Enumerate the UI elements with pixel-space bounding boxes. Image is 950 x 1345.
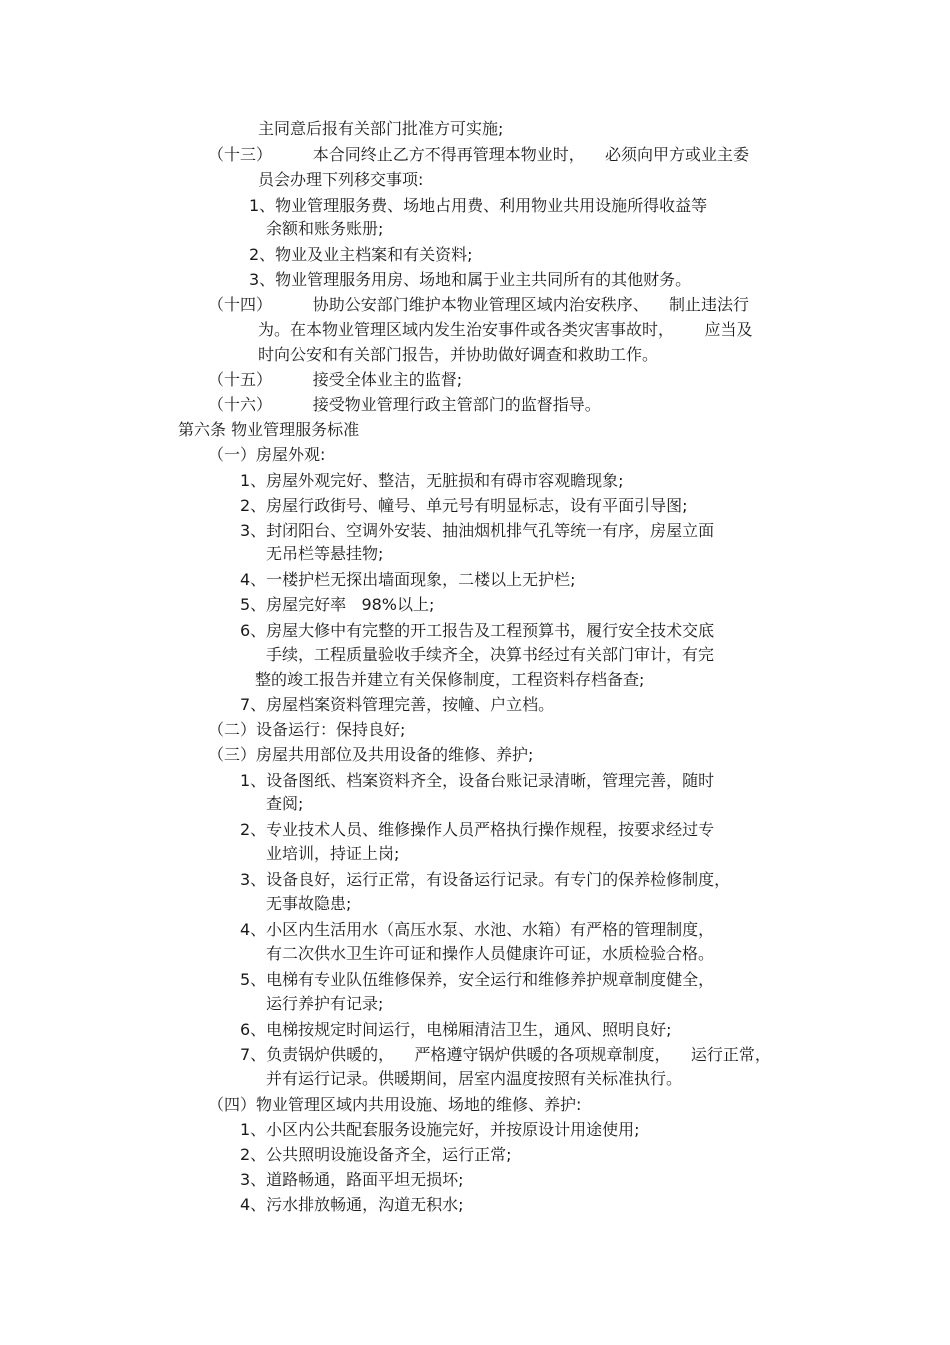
text-line: 无吊栏等悬挂物;	[266, 544, 384, 563]
text-line: 有二次供水卫生许可证和操作人员健康许可证，水质检验合格。	[266, 944, 715, 963]
section-heading: （二）设备运行：保持良好;	[208, 720, 406, 739]
clause-13-line: （十三） 本合同终止乙方不得再管理本物业时， 必须向甲方或业主委	[208, 145, 750, 164]
list-item: 2、公共照明设施设备齐全，运行正常;	[240, 1145, 512, 1164]
list-item: 4、污水排放畅通，沟道无积水;	[240, 1195, 464, 1214]
text-line: 手续，工程质量验收手续齐全，决算书经过有关部门审计，有完	[266, 645, 715, 664]
list-item: 6、电梯按规定时间运行，电梯厢清洁卫生，通风、照明良好;	[240, 1020, 672, 1039]
clause-15-line: （十五） 接受全体业主的监督;	[208, 370, 463, 389]
list-item: 7、房屋档案资料管理完善，按幢、户立档。	[240, 695, 555, 714]
text-line: 并有运行记录。供暖期间，居室内温度按照有关标准执行。	[266, 1069, 683, 1088]
list-item: 3、道路畅通，路面平坦无损坏;	[240, 1170, 464, 1189]
list-item: 1、设备图纸、档案资料齐全，设备台账记录清晰，管理完善，随时	[240, 771, 715, 790]
text-line: 时向公安和有关部门报告，并协助做好调查和救助工作。	[258, 345, 659, 364]
text-line: 主同意后报有关部门批准方可实施;	[258, 119, 504, 138]
list-item: 5、电梯有专业队伍维修保养，安全运行和维修养护规章制度健全，	[240, 970, 715, 989]
text-line: 无事故隐患;	[266, 894, 352, 913]
list-item: 6、房屋大修中有完整的开工报告及工程预算书，履行安全技术交底	[240, 621, 715, 640]
clause-14-line: （十四） 协助公安部门维护本物业管理区域内治安秩序、 制止违法行	[208, 295, 750, 314]
section-heading: （四）物业管理区域内共用设施、场地的维修、养护:	[208, 1095, 582, 1114]
list-item: 4、小区内生活用水（高压水泵、水池、水箱）有严格的管理制度，	[240, 920, 715, 939]
list-item: 2、物业及业主档案和有关资料;	[249, 245, 473, 264]
text-line: 运行养护有记录;	[266, 994, 384, 1013]
text-line: 业培训，持证上岗;	[266, 844, 400, 863]
list-item: 7、负责锅炉供暖的， 严格遵守锅炉供暖的各项规章制度， 运行正常，	[240, 1045, 771, 1064]
list-item: 3、封闭阳台、空调外安装、抽油烟机排气孔等统一有序，房屋立面	[240, 521, 715, 540]
text-line: 整的竣工报告并建立有关保修制度，工程资料存档备查;	[255, 670, 645, 689]
text-line: 员会办理下列移交事项:	[258, 170, 424, 189]
text-line: 查阅;	[266, 794, 304, 813]
section-heading: （三）房屋共用部位及共用设备的维修、养护;	[208, 745, 534, 764]
list-item: 4、一楼护栏无探出墙面现象，二楼以上无护栏;	[240, 570, 576, 589]
list-item: 2、专业技术人员、维修操作人员严格执行操作规程，按要求经过专	[240, 820, 715, 839]
list-item: 5、房屋完好率 98%以上;	[240, 595, 435, 614]
list-item: 3、设备良好，运行正常，有设备运行记录。有专门的保养检修制度，	[240, 870, 731, 889]
list-item: 1、小区内公共配套服务设施完好，并按原设计用途使用;	[240, 1120, 640, 1139]
list-item: 1、物业管理服务费、场地占用费、利用物业共用设施所得收益等	[249, 196, 708, 215]
text-line: 余额和账务账册;	[266, 219, 384, 238]
list-item: 3、物业管理服务用房、场地和属于业主共同所有的其他财务。	[249, 270, 692, 289]
list-item: 1、房屋外观完好、整洁，无脏损和有碍市容观瞻现象;	[240, 471, 624, 490]
article-heading: 第六条 物业管理服务标准	[178, 420, 360, 439]
section-heading: （一）房屋外观:	[208, 445, 326, 464]
clause-16-line: （十六） 接受物业管理行政主管部门的监督指导。	[208, 395, 601, 414]
text-line: 为。在本物业管理区域内发生治安事件或各类灾害事故时， 应当及	[258, 320, 753, 339]
list-item: 2、房屋行政街号、幢号、单元号有明显标志，设有平面引导图;	[240, 496, 688, 515]
